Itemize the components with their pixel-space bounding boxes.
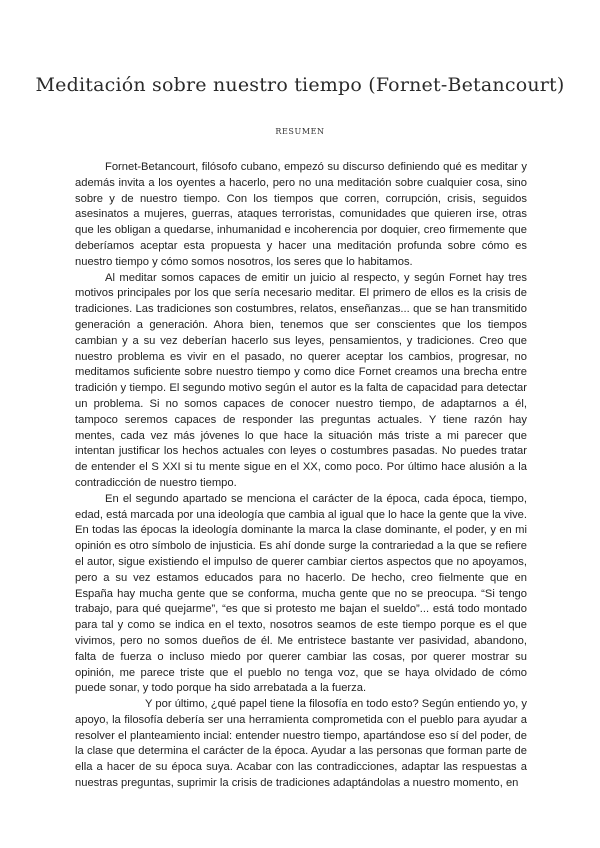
document-subtitle: RESUMEN: [275, 127, 325, 136]
paragraph-2: Al meditar somos capaces de emitir un juicio al respecto, y según Fornet hay tres motivos principales por los que sería necesario meditar. El primero de ellos es la crisis de tradiciones. Las tradiciones son costumbres, relatos, enseñanzas... que se han transmitido generación a generación. Ahora bien, tenemos que ser conscientes que los tiempos cambian y a su vez deberían hacerlo sus leyes, pensamientos, y tradiciones. Creo que nuestro problema es vivir en el pasado, no querer aceptar los cambios, progresar, no meditamos suficiente sobre nuestro tiempo y como dice Fornet creamos una brecha entre tradición y tiempo. El segundo motivo según el autor es la falta de capacidad para detectar un problema. Si no somos capaces de conocer nuestro tiempo, de adaptarnos a él, tampoco seremos capaces de responder las preguntas actuales. Y tiene razón hay mentes, cada vez más jóvenes lo que hace la situación más triste a mi parecer que intentan justificar los hechos actuales con leyes o costumbres pasadas. No puedes tratar de entender el S XXI si tu mente sigue en el XX, como poco. Por último hace alusión a la contradicción de nuestro tiempo.: [75, 271, 527, 489]
paragraph-3: En el segundo apartado se menciona el carácter de la época, cada época, tiempo, edad, está marcada por una ideología que cambia al igual que lo hace la gente que la vive. En todas las épocas la ideología dominante la marca la clase dominante, el poder, y en mi opinión es otro símbolo de injusticia. Es ahí donde surge la contrariedad a la que se refiere el autor, sigue existiendo el impulso de querer cambiar ciertos aspectos que no apoyamos, pero a su vez estamos educados para no hacerlo. De hecho, creo fielmente que en España hay mucha gente que se conforma, mucha gente que no se preocupa. “Si tengo trabajo, para qué quejarme”, “es que si protesto me bajan el sueldo”... está todo montado para tal y como se indica en el texto, nosotros seamos de este tiempo porque es el que vivimos, pero no somos dueños de él. Me entristece bastante ver pasividad, abandono, falta de fuerza o incluso miedo por querer cambiar las cosas, por querer mostrar su opinión, me parece triste que el pueblo no tenga voz, que se haya olvidado de cómo puede sonar, y todo porque ha sido arrebatada a la fuerza.: [75, 492, 527, 695]
document-body: [75, 160, 527, 792]
paragraph-4: Y por último, ¿qué papel tiene la filosofía en todo esto? Según entiendo yo, y apoyo, la filosofía debería ser una herramienta comprometida con el pueblo para ayudar a resolver el planteamiento incial: entender nuestro tiempo, apartándose eso sí del poder, de la clase que determina el carácter de la época. Ayudar a las personas que forman parte de ella a hacer de su época suya. Acabar con las contradicciones, adaptar las respuestas a nuestras preguntas, suprimir la crisis de tradiciones adaptándolas a nuestro momento, en: [75, 698, 527, 790]
document-title: Meditación sobre nuestro tiempo (Fornet-Betancourt): [35, 74, 565, 96]
paragraph-1: Fornet-Betancourt, filósofo cubano, empezó su discurso definiendo qué es meditar y además invita a los oyentes a hacerlo, pero no una meditación sobre cualquier cosa, sino sobre y de nuestro tiempo. Con los tiempos que corren, corrupción, crisis, seguidos asesinatos a mujeres, guerras, ataques terroristas, comunidades que quieren irse, otras que les obligan a quedarse, inhumanidad e incoherencia por doquier, creo firmemente que deberíamos aceptar esta propuesta y hacer una meditación profunda sobre cómo es nuestro tiempo y cómo somos nosotros, los seres que lo habitamos.: [75, 161, 527, 268]
